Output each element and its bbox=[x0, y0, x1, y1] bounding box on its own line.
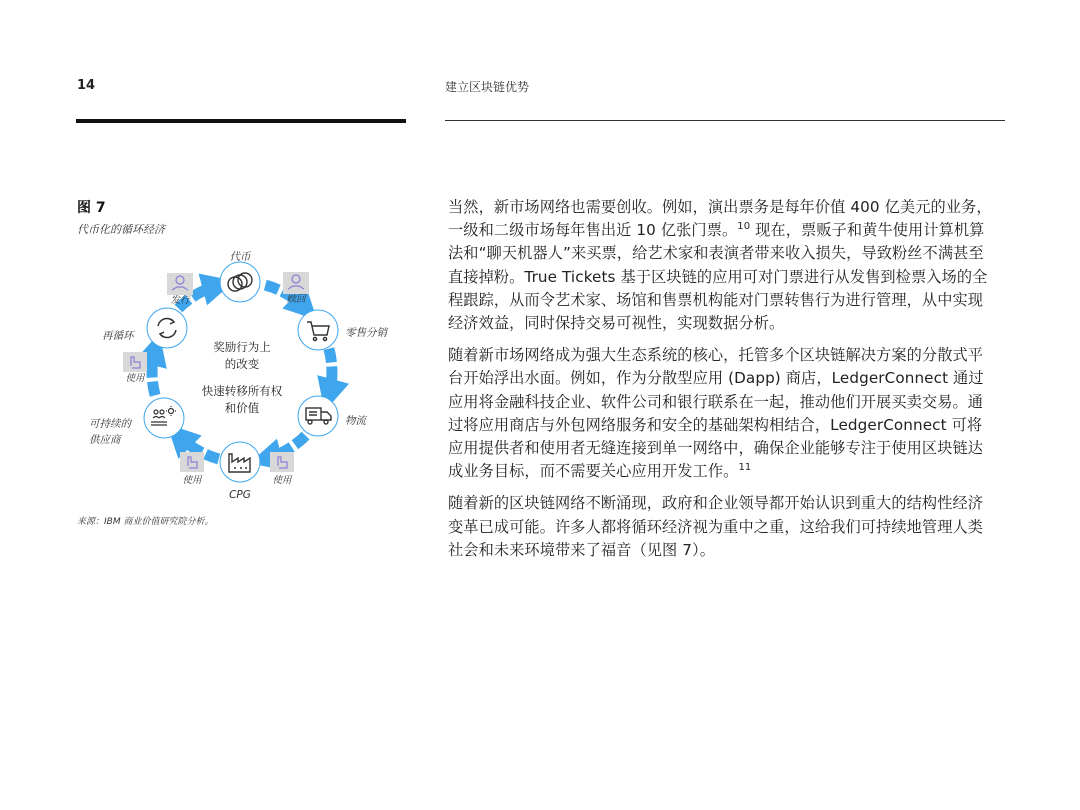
footnote-ref-11: 11 bbox=[738, 462, 752, 474]
paragraph-1-part-a: 当然，新市场网络也需要创收。例如，演出票务是每年价值 400 亿美元的业务，一级和二级市场每年售出近 10 亿张门票。 bbox=[448, 198, 992, 240]
figure-label: 图 7 bbox=[77, 200, 106, 216]
paragraph-1-part-b: 现在，票贩子和黄牛使用计算机算法和“聊天机器人”来买票，给艺术家和表演者带来收入损失，导致粉丝不满甚至直接掉粉。True Tickets 基于区块链的应用可对门票进行从发售到检票入场的全程跟踪，从而令艺术家、场馆和售票机构能对门票转售行为进行管理，从中实现经济效益，同时保持交易可视性，实现数据分析。 bbox=[448, 221, 988, 333]
label-sustainable-line1: 可持续的 bbox=[89, 418, 131, 430]
node-retail bbox=[298, 310, 338, 350]
label-issue: 发行 bbox=[170, 295, 190, 306]
body-text bbox=[448, 196, 996, 571]
page-number: 14 bbox=[77, 78, 96, 93]
badge-use-right bbox=[270, 452, 294, 472]
node-token bbox=[220, 262, 260, 302]
badge-redeem bbox=[283, 272, 309, 294]
node-cpg bbox=[220, 442, 260, 482]
label-retail: 零售分销 bbox=[345, 327, 387, 339]
center-line2: 的改变 bbox=[224, 357, 260, 371]
center-line4: 和价值 bbox=[224, 401, 260, 415]
label-logistics: 物流 bbox=[345, 415, 366, 427]
label-token: 代币 bbox=[229, 251, 251, 263]
cycle-ring bbox=[152, 285, 332, 459]
node-sustainable-supplier bbox=[144, 398, 184, 438]
figure-source: 来源：IBM 商业价值研究院分析。 bbox=[77, 517, 214, 527]
header-rule-left bbox=[76, 119, 406, 123]
label-sustainable-line2: 供应商 bbox=[89, 434, 121, 446]
badge-use-left bbox=[123, 352, 147, 372]
footnote-ref-10: 10 bbox=[737, 221, 751, 233]
running-header-title: 建立区块链优势 bbox=[445, 80, 530, 94]
label-use-bottom: 使用 bbox=[182, 475, 202, 486]
label-redeem: 赎回 bbox=[286, 294, 306, 305]
label-cpg: CPG bbox=[229, 489, 251, 501]
label-use-right: 使用 bbox=[272, 475, 292, 486]
figure-title: 代币化的循环经济 bbox=[77, 223, 165, 236]
label-recycle: 再循环 bbox=[102, 330, 134, 342]
paragraph-3: 随着新的区块链网络不断涌现，政府和企业领导都开始认识到重大的结构性经济变革已成可能。许多人都将循环经济视为重中之重，这给我们可持续地管理人类社会和未来环境带来了福音（见图 7）。 bbox=[448, 494, 984, 559]
cycle-arrow bbox=[329, 349, 332, 396]
cycle-arrow bbox=[152, 349, 155, 396]
node-logistics bbox=[298, 396, 338, 436]
label-use-left: 使用 bbox=[125, 373, 145, 384]
badge-issue bbox=[167, 273, 193, 295]
node-recycle bbox=[147, 308, 187, 348]
paragraph-2 bbox=[448, 344, 996, 483]
badge-use-bottom bbox=[180, 452, 204, 472]
paragraph-2-part-a: 随着新市场网络成为强大生态系统的核心，托管多个区块链解决方案的分散式平台开始浮出水面。例如，作为分散型应用 (Dapp) 商店，LedgerConnect 通过应用将金融科技企业、软件公司和银行联系在一起，推动他们开展买卖交易。通过将应用商店与外包网络服务和安全的基础架构相结合，LedgerConnect 可将应用提供者和使用者无缝连接到单一网络中，确保企业能够专注于使用区块链达成业务目标，而不需要关心应用开发工作。 bbox=[448, 346, 984, 481]
center-line1: 奖励行为上 bbox=[213, 340, 271, 354]
header-rule-right bbox=[445, 120, 1005, 121]
center-line3: 快速转移所有权 bbox=[201, 384, 283, 398]
circular-economy-diagram bbox=[77, 240, 407, 505]
paragraph-1 bbox=[448, 196, 996, 335]
